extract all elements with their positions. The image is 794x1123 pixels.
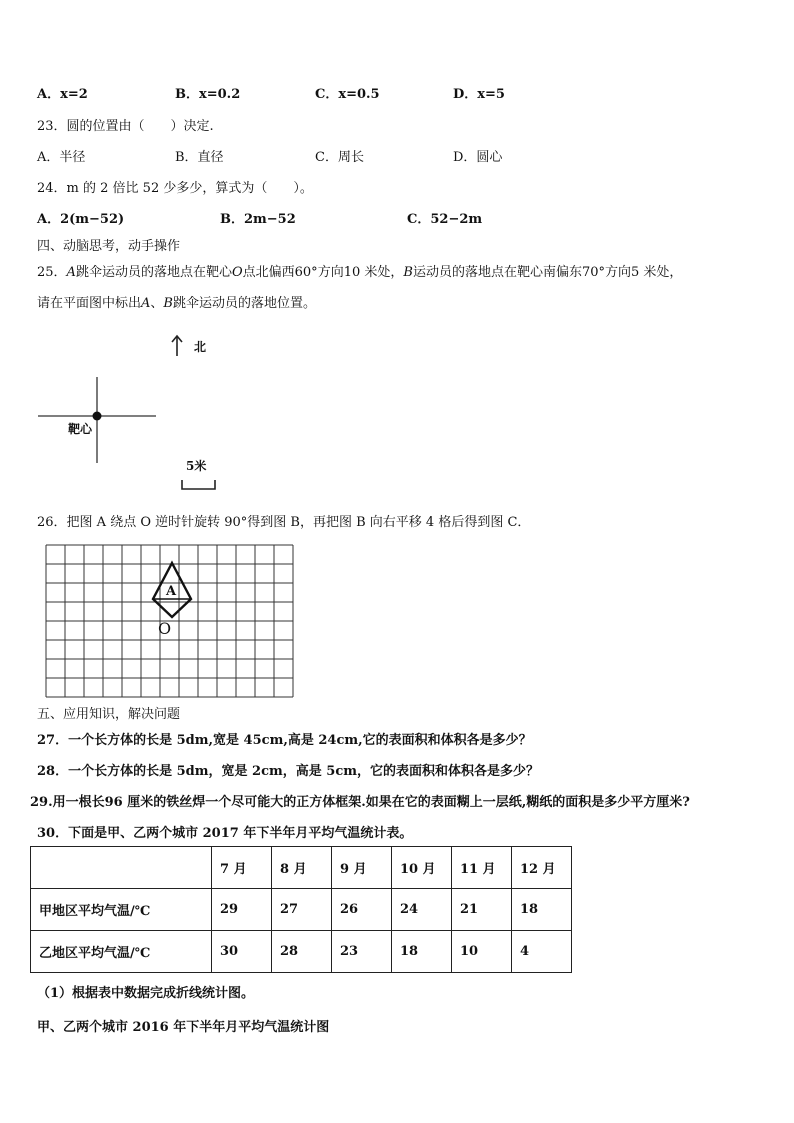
table-header-cell: 12 月	[512, 847, 572, 889]
q22-option-c: C．x=0.5	[315, 87, 380, 102]
table-cell: 21	[452, 889, 512, 931]
table-header-cell: 11 月	[452, 847, 512, 889]
q29-text: 29.用一根长96 厘米的铁丝焊一个尽可能大的正方体框架.如果在它的表面糊上一层纸,糊纸的面积是多少平方厘米?	[30, 795, 690, 810]
q24-option-b: B．2m−52	[220, 212, 296, 227]
table-cell: 4	[512, 931, 572, 973]
q23-stem: 23．圆的位置由（ ）决定.	[37, 119, 214, 134]
q25-point-o: O	[231, 265, 243, 280]
table-cell: 26	[332, 889, 392, 931]
q24-option-a: A．2(m−52)	[37, 212, 125, 227]
q25-line-2-text: 请在平面图中标出	[37, 296, 142, 311]
table-row-label: 甲地区平均气温/℃	[31, 889, 212, 931]
q23-option-b: B．直径	[175, 150, 224, 165]
q25-angle-2: 70°	[581, 265, 605, 280]
q28-text: 28．一个长方体的长是 5dm，宽是 2cm，高是 5cm，它的表面积和体积各是多少？	[37, 764, 539, 779]
table-header-cell: 7 月	[212, 847, 272, 889]
section-5-heading: 五、应用知识，解决问题	[37, 707, 181, 722]
table-cell: 18	[392, 931, 452, 973]
q25-text-5: 方向5 米处，	[605, 265, 683, 280]
q25-point-b: B	[403, 265, 413, 280]
q27-text: 27．一个长方体的长是 5dm,宽是 45cm,高是 24cm,它的表面积和体积各是多少？	[37, 733, 532, 748]
q25-angle-1: 60°	[294, 265, 318, 280]
table-cell: 30	[212, 931, 272, 973]
table-header-cell: 10 月	[392, 847, 452, 889]
table-cell: 27	[272, 889, 332, 931]
table-cell: 10	[452, 931, 512, 973]
q22-option-d: D．x=5	[453, 87, 505, 102]
q24-stem: 24．m 的 2 倍比 52 少多少，算式为（ ）。	[37, 181, 313, 196]
q22-option-a: A．x=2	[37, 87, 88, 102]
q30-subquestion-1: （1）根据表中数据完成折线统计图。	[37, 986, 255, 1001]
table-cell: 23	[332, 931, 392, 973]
table-cell: 28	[272, 931, 332, 973]
north-label: 北	[194, 340, 207, 354]
table-row	[31, 931, 572, 973]
q23-option-d: D．圆心	[453, 150, 503, 165]
table-cell: 29	[212, 889, 272, 931]
table-header-row	[31, 847, 572, 889]
q22-option-b: B．x=0.2	[175, 87, 241, 102]
scale-label: 5米	[186, 459, 207, 473]
q26-stem: 26．把图 A 绕点 O 逆时针旋转 90°得到图 B，再把图 B 向右平移 4 格后得到图 C．	[37, 515, 531, 530]
q25-text-4: 运动员的落地点在靶心南偏东	[412, 265, 582, 280]
table-header-cell: 8 月	[272, 847, 332, 889]
q25-line-2-b: B	[163, 296, 173, 311]
q25-line-2-a: A	[141, 296, 151, 311]
q24-option-c: C．52−2m	[407, 212, 483, 227]
table-header-cell: 9 月	[332, 847, 392, 889]
table-cell: 24	[392, 889, 452, 931]
q25-text-1: 跳伞运动员的落地点在靶心	[75, 265, 232, 280]
shape-a-label: A	[166, 584, 177, 599]
temperature-table	[30, 846, 572, 973]
table-row-label: 乙地区平均气温/℃	[31, 931, 212, 973]
q23-option-a: A．半径	[37, 150, 86, 165]
table-cell: 18	[512, 889, 572, 931]
q23-option-c: C．周长	[315, 150, 364, 165]
q25-line-2-sep: 、	[150, 296, 164, 311]
target-center-label: 靶心	[68, 422, 93, 436]
q25-text-2: 点北偏西	[242, 265, 295, 280]
q25-point-a: A	[66, 265, 76, 280]
q25-num: 25．	[37, 265, 67, 280]
chart-title: 甲、乙两个城市 2016 年下半年月平均气温统计图	[37, 1020, 330, 1035]
q25-text-3: 方向10 米处，	[317, 265, 404, 280]
q30-stem: 30．下面是甲、乙两个城市 2017 年下半年月平均气温统计表。	[37, 826, 413, 841]
q25-line-2-tail: 跳伞运动员的落地位置。	[172, 296, 316, 311]
table-header-cell	[31, 847, 212, 889]
section-4-heading: 四、动脑思考，动手操作	[37, 239, 181, 254]
point-o-label: O	[158, 619, 172, 638]
table-row	[31, 889, 572, 931]
